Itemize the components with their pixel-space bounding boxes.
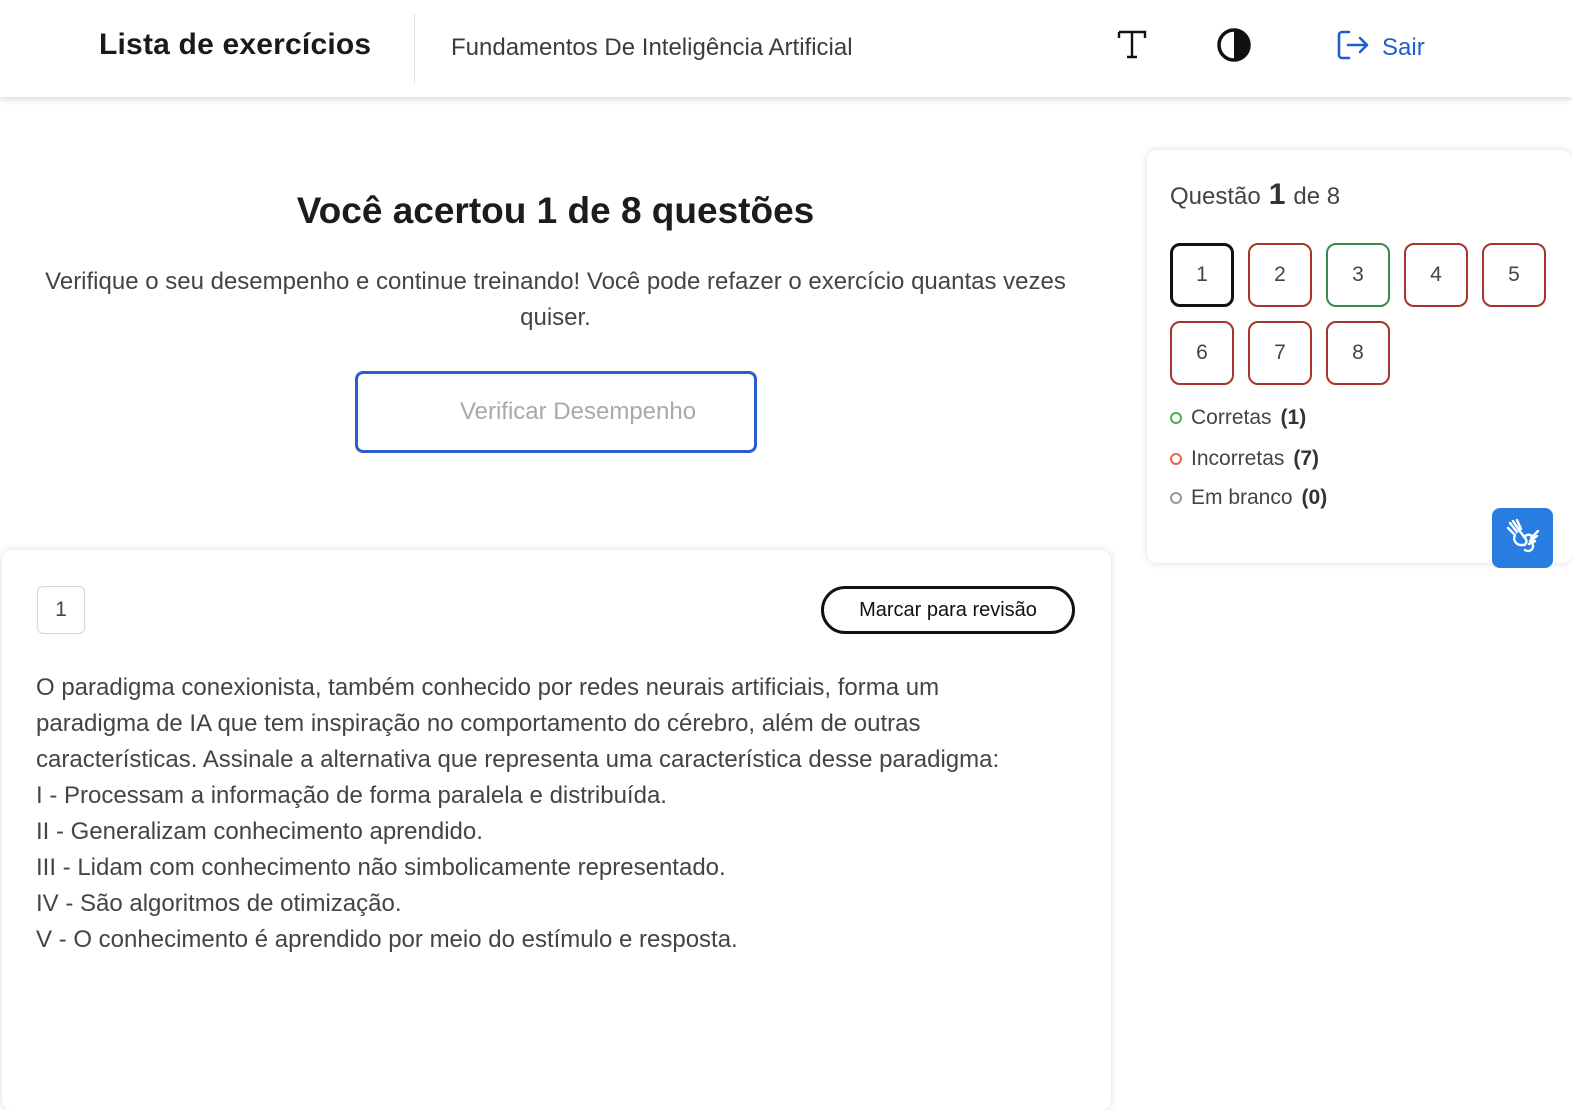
text-size-icon (1117, 28, 1147, 65)
sign-language-hands-icon (1504, 517, 1542, 560)
logout-label: Sair (1382, 34, 1425, 61)
question-statement (36, 670, 1086, 958)
legend-incorrect-count: (7) (1293, 447, 1320, 470)
legend-blank-count: (0) (1301, 486, 1328, 509)
correct-dot-icon (1170, 412, 1182, 424)
legend-incorrect-label: Incorretas (1191, 447, 1285, 470)
logout-arrow-icon (1336, 29, 1370, 68)
counter-prefix: Questão (1170, 183, 1261, 210)
app-title: Lista de exercícios (99, 28, 372, 61)
question-button-3[interactable]: 3 (1326, 243, 1390, 307)
question-counter (1170, 178, 1340, 212)
legend-correct (1170, 406, 1306, 430)
question-button-1[interactable]: 1 (1170, 243, 1234, 307)
result-title: Você acertou 1 de 8 questões (296, 190, 815, 231)
question-item-i: I - Processam a informação de forma paralela e distribuída. (36, 782, 667, 809)
logout-button[interactable] (1336, 26, 1425, 70)
legend-blank-label: Em branco (1191, 486, 1293, 509)
legend-correct-label: Corretas (1191, 406, 1272, 429)
contrast-button[interactable] (1210, 24, 1258, 70)
question-navigator-panel (1147, 150, 1572, 563)
course-name: Fundamentos De Inteligência Artificial (451, 34, 853, 61)
question-button-2[interactable]: 2 (1248, 243, 1312, 307)
counter-suffix: de 8 (1293, 183, 1341, 210)
question-button-4[interactable]: 4 (1404, 243, 1468, 307)
counter-current: 1 (1268, 178, 1286, 211)
question-item-iv: IV - São algoritmos de otimização. (36, 890, 402, 917)
question-button-7[interactable]: 7 (1248, 321, 1312, 385)
legend-incorrect (1170, 447, 1319, 471)
question-item-iii: III - Lidam com conhecimento não simbolicamente representado. (36, 854, 726, 881)
question-card (2, 550, 1111, 1110)
question-item-v: V - O conhecimento é aprendido por meio do estímulo e resposta. (36, 926, 738, 953)
question-button-6[interactable]: 6 (1170, 321, 1234, 385)
question-text-line: paradigma de IA que tem inspiração no comportamento do cérebro, além de outras (36, 710, 921, 737)
blank-dot-icon (1170, 492, 1182, 504)
legend-correct-count: (1) (1280, 406, 1307, 429)
header-divider (414, 14, 415, 84)
question-item-ii: II - Generalizam conhecimento aprendido. (36, 818, 483, 845)
incorrect-dot-icon (1170, 453, 1182, 465)
top-header (0, 0, 1572, 97)
sign-language-button[interactable] (1492, 508, 1553, 568)
legend-blank (1170, 486, 1327, 510)
contrast-icon (1216, 27, 1252, 68)
question-text-line: O paradigma conexionista, também conhecido por redes neurais artificiais, forma um (36, 674, 940, 701)
question-button-5[interactable]: 5 (1482, 243, 1546, 307)
font-size-button[interactable] (1110, 22, 1154, 70)
verify-performance-button[interactable]: Verificar Desempenho (355, 371, 757, 453)
question-text-line: características. Assinale a alternativa que representa uma característica desse paradigma: (36, 746, 1000, 773)
mark-for-review-button[interactable]: Marcar para revisão (821, 586, 1075, 634)
question-button-8[interactable]: 8 (1326, 321, 1390, 385)
question-number-badge: 1 (37, 586, 85, 634)
result-description: Verifique o seu desempenho e continue treinando! Você pode refazer o exercício quantas vezes quiser. (45, 268, 1066, 331)
